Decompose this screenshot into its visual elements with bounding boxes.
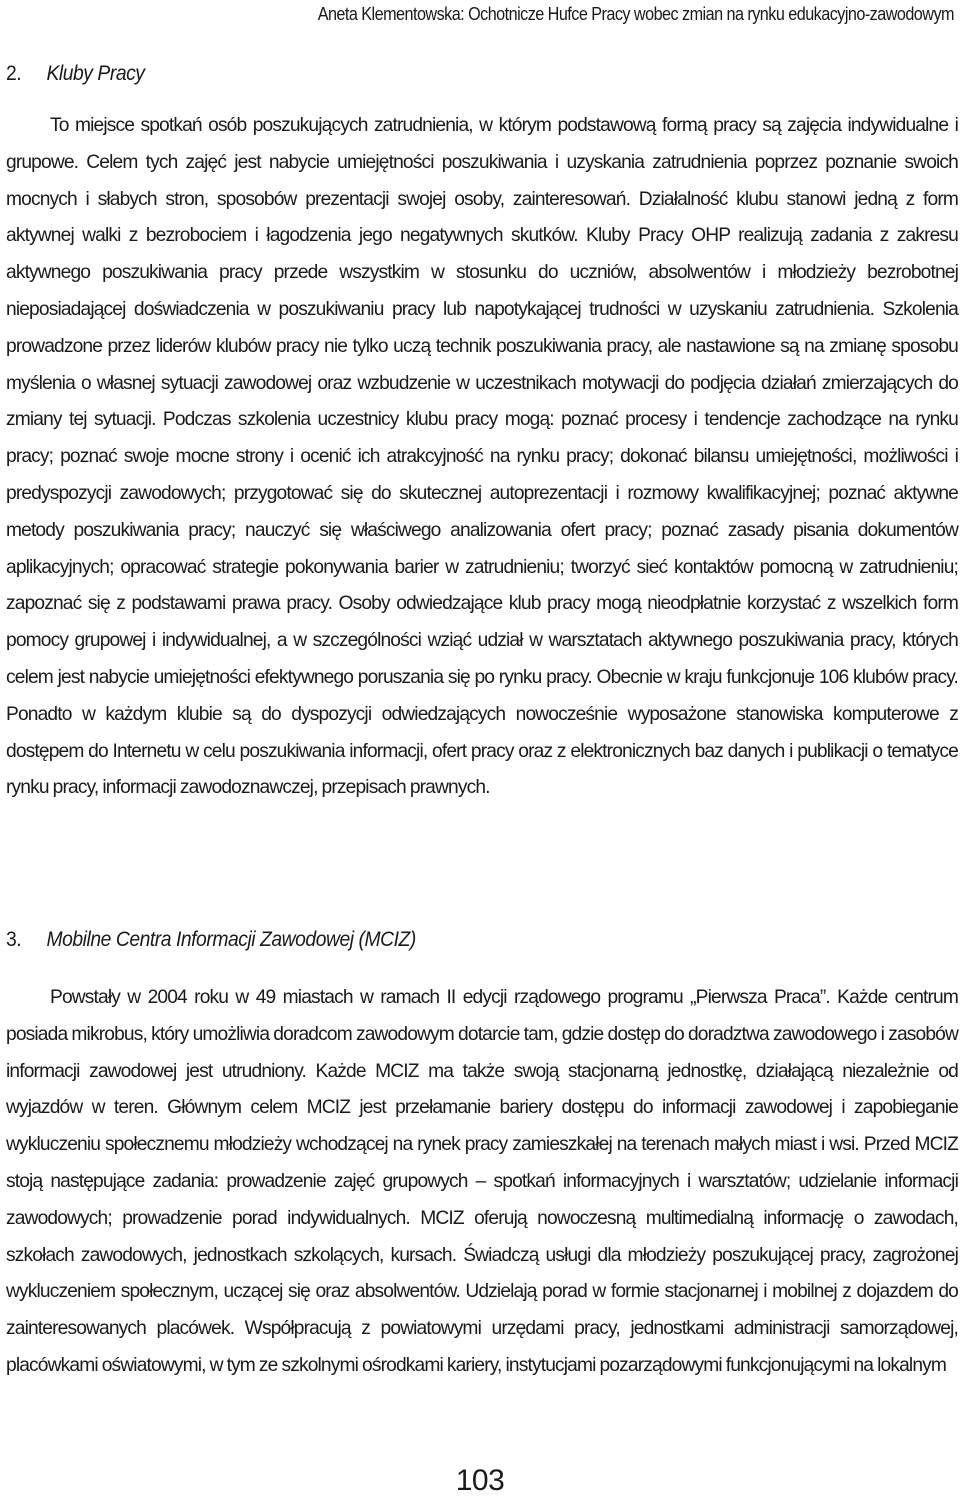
section-title: Mobilne Centra Informacji Zawodowej (MCIZ) <box>46 928 416 951</box>
section-mciz <box>6 928 958 1385</box>
section-paragraph: Powstały w 2004 roku w 49 miastach w ramach II edycji rządowego programu „Pierwsza Praca”. Każde centrum posiada mikrobus, który umożliwia doradcom zawodowym dotarcie tam, gdzie dostęp do doradztwa zawodowego i zasobów informacji zawodowej jest utrudniony. Każde MCIZ ma także swoją stacjonarną jednostkę, działającą niezależnie od wyjazdów w teren. Głównym celem MCIZ jest przełamanie bariery dostępu do informacji zawodowej i zapobieganie wykluczeniu społecznemu młodzieży wchodzącej na rynek pracy zamieszkałej na terenach małych miast i wsi. Przed MCIZ stoją następujące zadania: prowadzenie zajęć grupowych – spotkań informacyjnych i warsztatów; udzielanie informacji zawodowych; prowadzenie porad indywidualnych. MCIZ oferują nowoczesną multimedialną informację o zawodach, szkołach zawodowych, jednostkach szkolących, kursach. Świadczą usługi dla młodzieży poszukującej pracy, zagrożonej wykluczeniem społecznym, uczącej się oraz absolwentów. Udzielają porad w formie stacjonarnej i mobilnej z dojazdem do zainteresowanych placówek. Współpracują z powiatowymi urzędami pracy, jednostkami administracji samorządowej, placówkami oświatowymi, w tym ze szkolnymi ośrodkami kariery, instytucjami pozarządowymi funkcjonującymi na lokalnym <box>6 987 958 1376</box>
section-title: Kluby Pracy <box>46 62 145 85</box>
running-header: Aneta Klementowska: Ochotnicze Hufce Pracy wobec zmian na rynku edukacyjno-zawodowym <box>317 4 954 24</box>
section-paragraph: To miejsce spotkań osób poszukujących zatrudnienia, w którym podstawową formą pracy są zajęcia indywidualne i grupowe. Celem tych zajęć jest nabycie umiejętności poszukiwania i uzyskania zatrudnienia poprzez poznanie swoich mocnych i słabych stron, sposobów prezentacji swojej osoby, zainteresowań. Działalność klubu stanowi jedną z form aktywnej walki z bezrobociem i łagodzenia jego negatywnych skutków. Kluby Pracy OHP realizują zadania z zakresu aktywnego poszukiwania pracy przede wszystkim w stosunku do uczniów, absolwentów i młodzieży bezrobotnej nieposiadającej doświadczenia w poszukiwaniu pracy lub napotykającej trudności w uzyskaniu zatrudnienia. Szkolenia prowadzone przez liderów klubów pracy nie tylko uczą technik poszukiwania pracy, ale nastawione są na zmianę sposobu myślenia o własnej sytuacji zawodowej oraz wzbudzenie w uczestnikach motywacji do podjęcia działań zmierzających do zmiany tej sytuacji. Podczas szkolenia uczestnicy klubu pracy mogą: poznać procesy i tendencje zachodzące na rynku pracy; poznać swoje mocne strony i ocenić ich atrakcyjność na rynku pracy; dokonać bilansu umiejętności, możliwości i predyspozycji zawodowych; przygotować się do skutecznej autoprezentacji i rozmowy kwalifikacyjnej; poznać aktywne metody poszukiwania pracy; nauczyć się właściwego analizowania ofert pracy; poznać zasady pisania dokumentów aplikacyjnych; opracować strategie pokonywania barier w zatrudnieniu; tworzyć sieć kontaktów pomocną w zatrudnieniu; zapoznać się z podstawami prawa pracy. Osoby odwiedzające klub pracy mogą nieodpłatnie korzystać z wszelkich form pomocy grupowej i indywidualnej, a w szczególności wziąć udział w warsztatach aktywnego poszukiwania pracy, których celem jest nabycie umiejętności efektywnego poruszania się po rynku pracy. Obecnie w kraju funkcjonuje 106 klubów pracy. Ponadto w każdym klubie są do dyspozycji odwiedzających nowocześnie wyposażone stanowiska komputerowe z dostępem do Internetu w celu poszukiwania informacji, ofert pracy oraz z elektronicznych baz danych i publikacji o tematyce rynku pracy, informacji zawodoznawczej, przepisach prawnych. <box>6 115 958 799</box>
section-number: 3. <box>6 928 22 951</box>
section-number: 2. <box>6 62 22 85</box>
section-heading <box>6 62 882 86</box>
section-kluby-pracy <box>6 62 958 807</box>
section-heading <box>6 928 882 952</box>
page-number: 103 <box>455 1464 505 1497</box>
